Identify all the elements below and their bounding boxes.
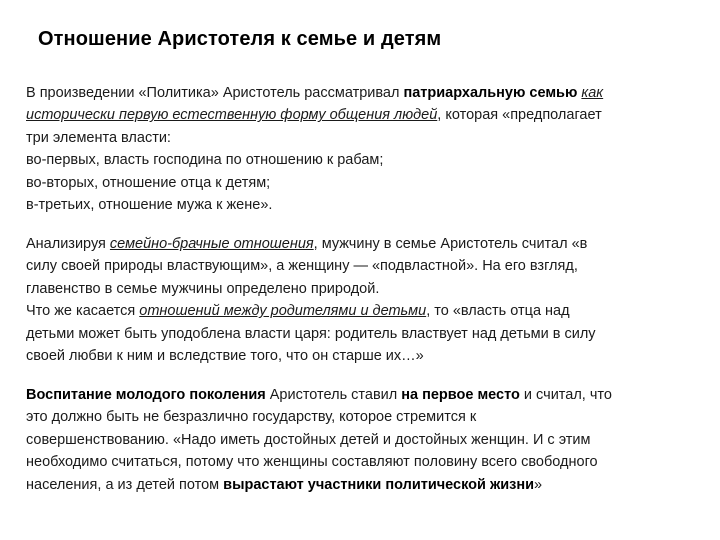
text-line: детьми может быть уподоблена власти царя: родитель властвует над детьми в силу	[26, 325, 596, 342]
text-run: Аристотель ставил	[265, 387, 402, 403]
emphasis-underlined-italic: семейно-брачные отношения	[109, 236, 314, 252]
emphasis-bold: на первое место	[401, 387, 520, 403]
text-line: в-третьих, отношение мужа к жене».	[26, 197, 273, 214]
text-line: три элемента власти:	[26, 129, 171, 146]
text-run: , то «власть отца над	[426, 303, 570, 320]
text-line	[26, 104, 698, 126]
text-run: , мужчину в семье Аристотель считал «в	[313, 236, 588, 252]
text-run: и считал, что	[519, 387, 612, 403]
text-line: необходимо считаться, потому что женщины составляют половину всего свободного	[26, 454, 598, 471]
text-line: это должно быть не безразлично государству, которое стремится к	[26, 409, 477, 426]
text-line	[26, 474, 698, 496]
slide-title: Отношение Аристотеля к семье и детям	[38, 28, 442, 50]
paragraph-patriarchal-family	[26, 82, 698, 216]
text-line: главенство в семье мужчины определено природой.	[26, 280, 380, 297]
text-run: В произведении «Политика» Аристотель рассматривал	[26, 85, 404, 101]
text-line	[26, 82, 698, 104]
text-line: во-первых, власть господина по отношению к рабам;	[26, 152, 384, 169]
emphasis-bold: вырастают участники политической жизни	[223, 476, 535, 493]
text-line: силу своей природы властвующим», а женщину — «подвластной». На его взгляд,	[26, 258, 578, 275]
text-run: , которая «предполагает	[437, 107, 602, 124]
text-line	[26, 300, 698, 322]
text-line: совершенствованию. «Надо иметь достойных детей и достойных женщин. И с этим	[26, 431, 591, 448]
emphasis-underlined-italic: отношений между родителями и детьми	[139, 303, 427, 320]
text-line: во-вторых, отношение отца к детям;	[26, 174, 271, 191]
text-run: »	[534, 476, 543, 493]
paragraph-upbringing	[26, 384, 698, 496]
text-run: Что же касается	[26, 303, 140, 320]
paragraph-marriage-relations	[26, 233, 698, 367]
text-line	[26, 384, 698, 406]
text-run: Анализируя	[26, 236, 110, 252]
emphasis-underlined-italic: исторически первую естественную форму общения людей	[26, 107, 438, 124]
text-run: населения, а из детей потом	[26, 476, 224, 493]
emphasis-underlined-italic: как	[581, 85, 604, 101]
emphasis-bold: патриархальную семью	[403, 85, 578, 101]
text-line	[26, 233, 698, 255]
text-line: своей любви к ним и вследствие того, что он старше их…»	[26, 348, 424, 365]
emphasis-bold: Воспитание молодого поколения	[26, 387, 266, 403]
